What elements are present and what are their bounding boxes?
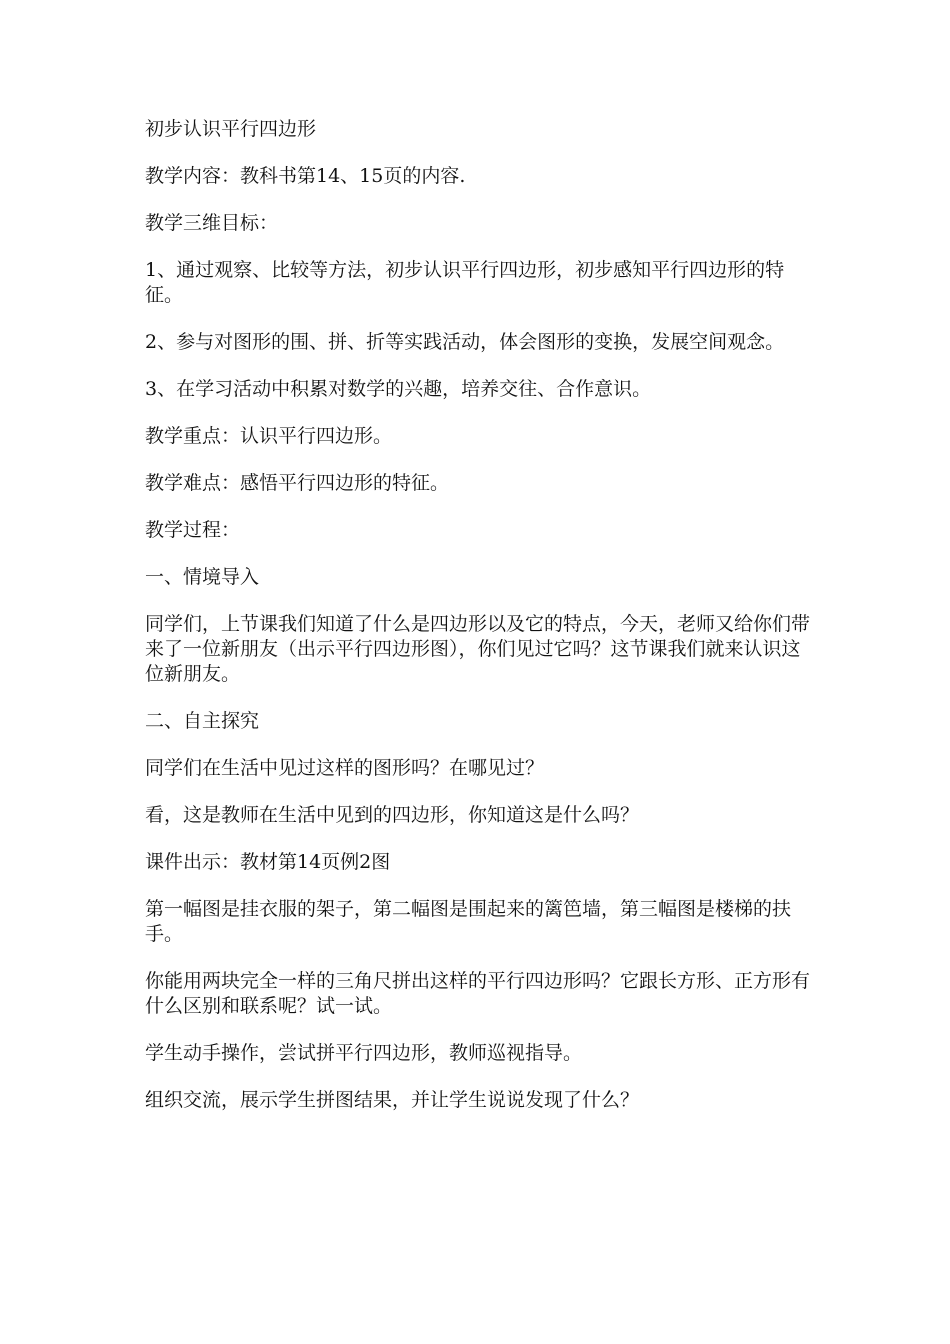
objective-3: 3、在学习活动中积累对数学的兴趣，培养交往、合作意识。 (145, 378, 652, 400)
section-1-heading: 一、情境导入 (145, 566, 260, 588)
objectives-heading: 教学三维目标： (145, 212, 279, 234)
key-point: 教学重点：认识平行四边形。 (145, 425, 393, 447)
document-body (145, 117, 810, 1135)
triangle-task: 你能用两块完全一样的三角尺拼出这样的平行四边形吗？它跟长方形、正方形有什么区别和联系呢？试一试。 (145, 970, 811, 1017)
section-2-look: 看，这是教师在生活中见到的四边形，你知道这是什么吗？ (145, 804, 640, 826)
section-1-text: 同学们，上节课我们知道了什么是四边形以及它的特点，今天，老师又给你们带来了一位新朋友（出示平行四边形图），你们见过它吗？这节课我们就来认识这位新朋友。 (145, 613, 811, 685)
courseware-note: 课件出示：教材第14页例2图 (145, 851, 391, 873)
section-2-heading: 二、自主探究 (145, 710, 260, 732)
document-title: 初步认识平行四边形 (145, 118, 317, 140)
objective-1: 1、通过观察、比较等方法，初步认识平行四边形，初步感知平行四边形的特征。 (145, 259, 785, 306)
figure-description: 第一幅图是挂衣服的架子，第二幅图是围起来的篱笆墙，第三幅图是楼梯的扶手。 (145, 898, 792, 945)
student-operation: 学生动手操作，尝试拼平行四边形，教师巡视指导。 (145, 1042, 583, 1064)
process-heading: 教学过程： (145, 519, 241, 541)
organize-exchange: 组织交流，展示学生拼图结果，并让学生说说发现了什么？ (145, 1089, 640, 1111)
difficult-point: 教学难点：感悟平行四边形的特征。 (145, 472, 450, 494)
teaching-content: 教学内容：教科书第14、15页的内容. (145, 165, 466, 187)
section-2-question: 同学们在生活中见过这样的图形吗？在哪见过？ (145, 757, 545, 779)
objective-2: 2、参与对图形的围、拼、折等实践活动，体会图形的变换，发展空间观念。 (145, 331, 785, 353)
